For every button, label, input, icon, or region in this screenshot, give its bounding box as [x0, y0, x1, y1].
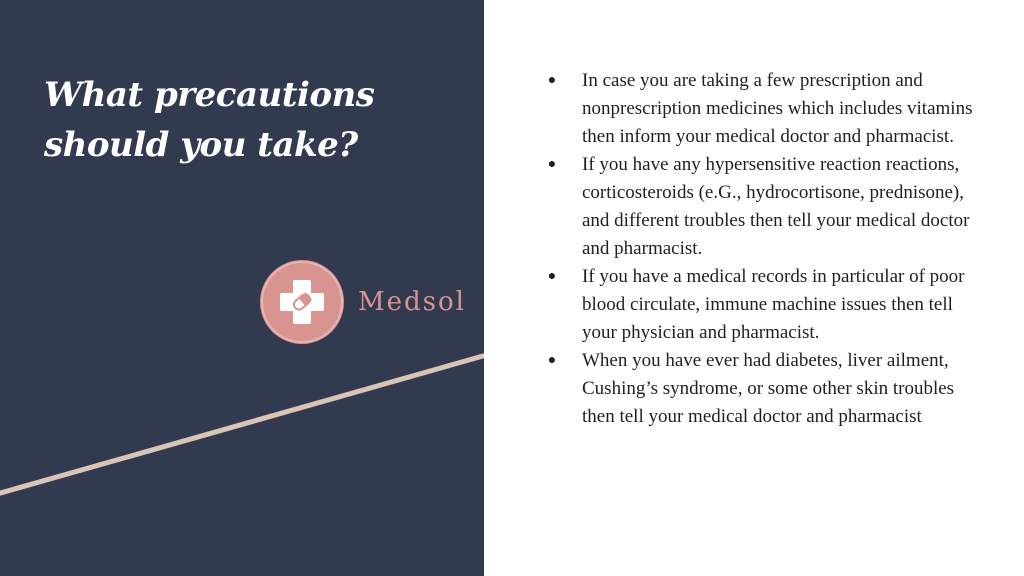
- bullet-text: In case you are taking a few prescription and nonprescription medicines which includes vitamins then inform your medical doctor and pharmacist.: [582, 70, 973, 147]
- title-line-2: should you take?: [44, 125, 358, 165]
- bullet-icon: ●: [547, 353, 557, 368]
- list-item: [546, 67, 986, 151]
- medical-cross-pill-icon: [260, 260, 344, 344]
- list-item: [546, 347, 986, 431]
- bullet-text: If you have a medical records in particular of poor blood circulate, immune machine issues then tell your physician and pharmacist.: [582, 266, 965, 343]
- list-item: [546, 151, 986, 263]
- bullet-icon: ●: [547, 73, 557, 88]
- list-item: [546, 263, 986, 347]
- medsol-logo: [260, 260, 466, 344]
- bullet-icon: ●: [547, 157, 557, 172]
- bullet-text: When you have ever had diabetes, liver ailment, Cushing’s syndrome, or some other skin troubles then tell your medical doctor and pharmacist: [582, 350, 955, 427]
- logo-text: Medsol: [358, 287, 466, 317]
- left-panel: [0, 0, 484, 576]
- bullet-text: If you have any hypersensitive reaction reactions, corticosteroids (e.G., hydrocortisone, prednisone), and different troubles then tell your medical doctor and pharmacist.: [582, 154, 970, 259]
- title-line-1: What precautions: [44, 75, 375, 115]
- bullet-icon: ●: [547, 269, 557, 284]
- bullet-list: [546, 67, 986, 431]
- slide-title: [44, 70, 464, 170]
